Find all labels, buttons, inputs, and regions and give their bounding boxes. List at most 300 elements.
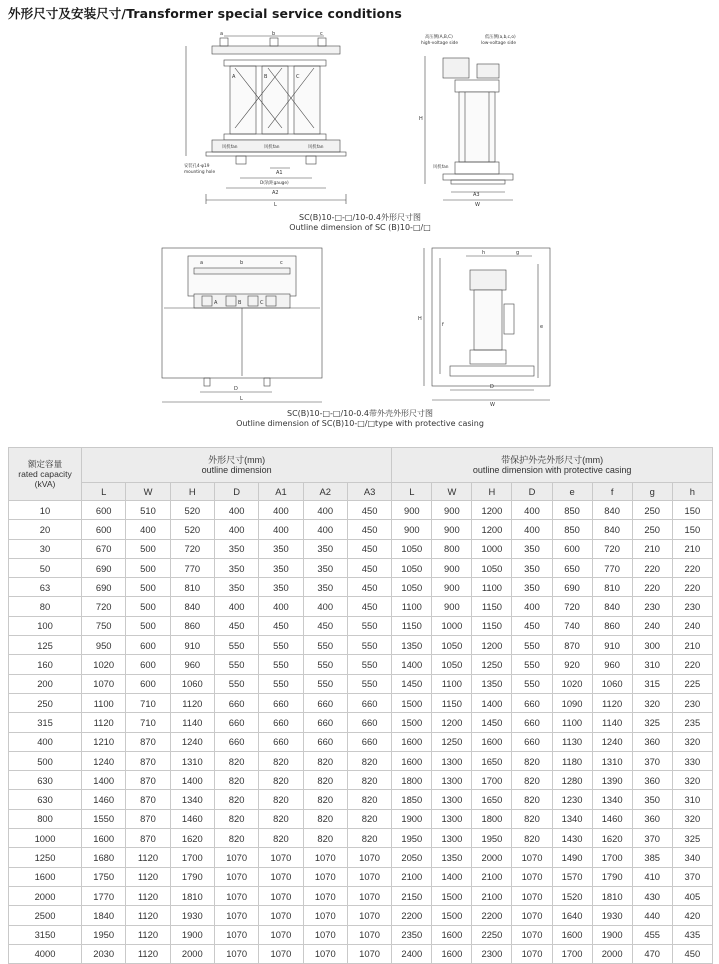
dimension-cell: 820 (303, 751, 347, 770)
dimension-cell: 550 (347, 655, 391, 674)
dimension-cell: 435 (672, 925, 712, 944)
dimension-cell: 1000 (472, 539, 512, 558)
dimension-cell: 1070 (214, 906, 258, 925)
dimension-cell: 820 (259, 829, 303, 848)
dimension-cell: 350 (512, 578, 552, 597)
dimension-cell: 430 (632, 886, 672, 905)
dimension-cell: 1650 (472, 790, 512, 809)
capacity-cell: 1600 (9, 867, 82, 886)
dimension-cell: 1020 (82, 655, 126, 674)
column-header-casing-f: f (592, 483, 632, 501)
dimension-cell: 370 (672, 867, 712, 886)
drawing3-caption-en: Outline dimension of SC(B)10-□/□type with protective casing (236, 419, 484, 428)
dimension-cell: 720 (592, 539, 632, 558)
table-row (9, 539, 713, 558)
dimension-cell: 210 (632, 539, 672, 558)
dimension-cell: 550 (347, 636, 391, 655)
dimension-cell: 360 (632, 732, 672, 751)
column-header-casing-e: e (552, 483, 592, 501)
dimension-cell: 440 (632, 906, 672, 925)
capacity-cell: 2500 (9, 906, 82, 925)
dimension-cell: 820 (303, 809, 347, 828)
dimension-cell: 1300 (432, 790, 472, 809)
dimension-cell: 710 (126, 693, 170, 712)
dimension-cell: 870 (126, 790, 170, 809)
dimension-cell: 1340 (552, 809, 592, 828)
dimension-cell: 820 (512, 751, 552, 770)
dimension-cell: 550 (259, 674, 303, 693)
dimension-cell: 1930 (170, 906, 214, 925)
fan-label-3: 风机fan (308, 145, 324, 150)
dimension-cell: 1500 (432, 886, 472, 905)
dimension-cell: 1200 (472, 501, 512, 520)
capacity-cell: 4000 (9, 944, 82, 963)
dimension-cell: 2200 (392, 906, 432, 925)
column-header-outline-A2: A2 (303, 483, 347, 501)
dimension-cell: 910 (592, 636, 632, 655)
dimension-cell: 1800 (392, 771, 432, 790)
dimension-cell: 820 (303, 771, 347, 790)
dimension-cell: 770 (592, 558, 632, 577)
fan-label-2: 风机fan (264, 145, 280, 150)
dimension-cell: 1070 (512, 944, 552, 963)
dimension-cell: 900 (392, 501, 432, 520)
dimension-cell: 1620 (170, 829, 214, 848)
dimension-cell: 820 (214, 809, 258, 828)
dimension-cell: 600 (552, 539, 592, 558)
dimension-cell: 1400 (392, 655, 432, 674)
dimension-cell: 1120 (592, 693, 632, 712)
dimension-cell: 1450 (392, 674, 432, 693)
dimension-cell: 1650 (472, 751, 512, 770)
terminal-b-label: b (272, 31, 276, 37)
dimension-cell: 550 (347, 616, 391, 635)
dimension-cell: 2200 (472, 906, 512, 925)
dimension-cell: 820 (214, 751, 258, 770)
capacity-cell: 125 (9, 636, 82, 655)
dimension-cell: 1070 (214, 848, 258, 867)
capacity-cell: 3150 (9, 925, 82, 944)
capacity-header-cn: 额定容量 (27, 459, 63, 469)
dimension-cell: 820 (512, 829, 552, 848)
dimension-cell: 470 (632, 944, 672, 963)
dimension-cell: 220 (672, 655, 712, 674)
dimension-cell: 1070 (214, 925, 258, 944)
dimension-cell: 400 (214, 501, 258, 520)
dimension-cell: 450 (347, 539, 391, 558)
dimension-cell: 370 (632, 829, 672, 848)
dimension-cell: 1070 (512, 906, 552, 925)
casing-side-view-svg (410, 244, 555, 409)
dimension-cell: 225 (672, 674, 712, 693)
drawing1-caption-en: Outline dimension of SC (B)10-□/□ (289, 223, 431, 232)
capacity-cell: 100 (9, 616, 82, 635)
dimension-cell: 230 (632, 597, 672, 616)
capacity-cell: 500 (9, 751, 82, 770)
dimension-cell: 1100 (552, 713, 592, 732)
dimension-cell: 1340 (170, 790, 214, 809)
dimension-cell: 220 (632, 578, 672, 597)
column-header-row (9, 483, 713, 501)
dimension-cell: 820 (259, 809, 303, 828)
casing-dim-L-label: L (240, 396, 243, 402)
dimension-cell: 1050 (432, 636, 472, 655)
dim-W-label: W (475, 202, 480, 208)
dimension-cell: 870 (126, 751, 170, 770)
dimension-cell: 600 (126, 636, 170, 655)
dimension-cell: 235 (672, 713, 712, 732)
dimension-cell: 770 (170, 558, 214, 577)
table-row (9, 713, 713, 732)
dimension-cell: 1150 (392, 616, 432, 635)
dimension-cell: 1120 (126, 886, 170, 905)
dimension-cell: 1070 (214, 867, 258, 886)
dimension-cell: 1070 (259, 906, 303, 925)
casing-dim-D-label: D (234, 386, 238, 392)
dimension-cell: 1120 (82, 713, 126, 732)
casing-front-view-svg (160, 244, 330, 409)
dimension-cell: 230 (672, 597, 712, 616)
dimension-cell: 1070 (512, 925, 552, 944)
dimension-cell: 250 (632, 501, 672, 520)
dimension-cell: 950 (82, 636, 126, 655)
dimension-cell: 150 (672, 520, 712, 539)
dimension-cell: 1050 (472, 558, 512, 577)
dimension-cell: 360 (632, 771, 672, 790)
dimension-cell: 860 (592, 616, 632, 635)
mounting-hole-cn-label: 安装孔4-φ19 (184, 164, 210, 169)
casing-front-view-drawing (160, 244, 330, 409)
dimension-cell: 1500 (392, 693, 432, 712)
dimension-cell: 1240 (82, 751, 126, 770)
dimension-cell: 900 (432, 578, 472, 597)
dimension-cell: 385 (632, 848, 672, 867)
casing-terminal-c-label: c (280, 260, 283, 266)
table-row (9, 693, 713, 712)
dimension-cell: 1900 (592, 925, 632, 944)
casing-dim-e-label: e (540, 324, 544, 330)
drawing3-caption-cn: SC(B)10-□-□/10-0.4带外壳外形尺寸图 (287, 409, 433, 418)
dimension-cell: 400 (126, 520, 170, 539)
dimension-cell: 350 (214, 558, 258, 577)
dimension-cell: 1070 (303, 944, 347, 963)
dimension-cell: 520 (170, 520, 214, 539)
dimension-cell: 820 (259, 790, 303, 809)
front-view-drawing (180, 28, 370, 213)
dimension-cell: 230 (672, 693, 712, 712)
dimension-cell: 1900 (392, 809, 432, 828)
dimension-cell: 1120 (170, 693, 214, 712)
dimension-cell: 550 (512, 655, 552, 674)
dimension-cell: 1390 (592, 771, 632, 790)
dimension-cell: 1460 (170, 809, 214, 828)
dimension-cell: 1070 (347, 848, 391, 867)
dimension-cell: 1300 (432, 809, 472, 828)
dimension-cell: 1200 (432, 713, 472, 732)
dimension-cell: 660 (303, 693, 347, 712)
dimension-cell: 500 (126, 539, 170, 558)
dimension-cell: 1070 (259, 925, 303, 944)
dimension-cell: 400 (303, 597, 347, 616)
dimension-cell: 350 (259, 558, 303, 577)
terminal-c-label: c (320, 31, 323, 37)
dimension-cell: 450 (512, 616, 552, 635)
dimension-cell: 740 (552, 616, 592, 635)
dimension-cell: 820 (214, 829, 258, 848)
dimension-cell: 550 (214, 636, 258, 655)
dimension-cell: 1070 (347, 925, 391, 944)
outline-dimension-group-header (82, 448, 392, 483)
dimension-cell: 1810 (592, 886, 632, 905)
dimension-cell: 1600 (82, 829, 126, 848)
table-row (9, 809, 713, 828)
dimension-cell: 660 (214, 732, 258, 751)
dimension-cell: 1250 (432, 732, 472, 751)
dimension-cell: 660 (259, 713, 303, 732)
dimension-cell: 2400 (392, 944, 432, 963)
dimension-cell: 330 (672, 751, 712, 770)
dimension-cell: 1100 (432, 674, 472, 693)
dimension-cell: 350 (303, 558, 347, 577)
dimension-cell: 1350 (472, 674, 512, 693)
dimension-cell: 1700 (472, 771, 512, 790)
dimension-cell: 600 (82, 501, 126, 520)
casing-terminal-a-label: a (200, 260, 204, 266)
dimension-cell: 320 (632, 693, 672, 712)
dimension-cell: 450 (214, 616, 258, 635)
dimension-cell: 1300 (432, 771, 472, 790)
dimension-cell: 1460 (82, 790, 126, 809)
capacity-cell: 1000 (9, 829, 82, 848)
dimension-cell: 850 (552, 520, 592, 539)
dimension-cell: 370 (632, 751, 672, 770)
capacity-cell: 63 (9, 578, 82, 597)
dimension-cell: 2150 (392, 886, 432, 905)
dimension-cell: 690 (82, 578, 126, 597)
table-row (9, 520, 713, 539)
dimension-cell: 1050 (392, 539, 432, 558)
dimension-cell: 820 (347, 771, 391, 790)
dimension-cell: 870 (126, 771, 170, 790)
dimension-cell: 660 (214, 693, 258, 712)
dim-L-label: L (274, 202, 277, 208)
dimension-cell: 400 (259, 520, 303, 539)
dimension-cell: 1150 (432, 693, 472, 712)
dim-A2-label: A2 (272, 190, 279, 196)
dimension-cell: 1600 (472, 732, 512, 751)
capacity-cell: 315 (9, 713, 82, 732)
dimension-cell: 310 (672, 790, 712, 809)
dimension-cell: 2000 (592, 944, 632, 963)
capacity-cell: 50 (9, 558, 82, 577)
dimension-cell: 350 (259, 578, 303, 597)
dimension-cell: 1790 (592, 867, 632, 886)
dimension-cell: 820 (214, 771, 258, 790)
dimension-cell: 1950 (82, 925, 126, 944)
dimension-cell: 1120 (126, 906, 170, 925)
table-body (9, 501, 713, 964)
dimension-cell: 870 (126, 809, 170, 828)
dimension-cell: 690 (82, 558, 126, 577)
dimension-cell: 240 (632, 616, 672, 635)
dimension-cell: 1600 (552, 925, 592, 944)
dimension-cell: 660 (347, 713, 391, 732)
table-row (9, 906, 713, 925)
dimension-cell: 1120 (126, 848, 170, 867)
outline-dimension-cn: 外形尺寸(mm) (208, 455, 266, 465)
column-header-casing-h: h (672, 483, 712, 501)
side-view-svg (415, 28, 545, 213)
casing-dim-g-label: g (516, 250, 520, 256)
dimension-cell: 1500 (392, 713, 432, 732)
dimension-cell: 720 (552, 597, 592, 616)
dimension-cell: 450 (347, 597, 391, 616)
dimension-cell: 1350 (392, 636, 432, 655)
dimension-cell: 550 (214, 674, 258, 693)
dimension-cell: 405 (672, 886, 712, 905)
capacity-cell: 80 (9, 597, 82, 616)
coil-B-label: B (264, 74, 268, 80)
dimension-cell: 350 (303, 578, 347, 597)
dimension-cell: 1070 (259, 886, 303, 905)
dimension-cell: 450 (347, 501, 391, 520)
dimension-cell: 850 (552, 501, 592, 520)
dimension-cell: 660 (259, 732, 303, 751)
outline-dimension-en: outline dimension (201, 465, 272, 475)
mounting-hole-en-label: mounting hole (184, 170, 216, 175)
dimension-cell: 210 (672, 636, 712, 655)
dim-A1-label: A1 (276, 170, 283, 176)
casing-dim-W-label: W (490, 402, 495, 408)
dimension-cell: 1150 (472, 597, 512, 616)
dimension-cell: 660 (512, 732, 552, 751)
dimension-cell: 450 (303, 616, 347, 635)
table-row (9, 655, 713, 674)
dimension-cell: 2000 (472, 848, 512, 867)
dimension-cell: 150 (672, 501, 712, 520)
dimension-cell: 1430 (552, 829, 592, 848)
dimension-cell: 400 (214, 520, 258, 539)
drawing1-caption (250, 213, 470, 233)
table-row (9, 732, 713, 751)
dimension-cell: 1070 (303, 906, 347, 925)
dimension-cell: 1570 (552, 867, 592, 886)
column-header-casing-D: D (512, 483, 552, 501)
dimension-cell: 450 (259, 616, 303, 635)
dimension-cell: 400 (259, 501, 303, 520)
spec-table (8, 447, 713, 964)
dimension-cell: 1240 (592, 732, 632, 751)
column-header-outline-W: W (126, 483, 170, 501)
dimension-cell: 750 (82, 616, 126, 635)
dimension-cell: 1140 (592, 713, 632, 732)
dimension-cell: 2300 (472, 944, 512, 963)
lv-side-en-label: low-voltage side (481, 41, 516, 46)
dimension-cell: 400 (303, 501, 347, 520)
table-row (9, 848, 713, 867)
dimension-cell: 350 (214, 578, 258, 597)
drawing3-caption (220, 409, 500, 429)
dimension-cell: 500 (126, 616, 170, 635)
dimension-cell: 325 (632, 713, 672, 732)
dimension-cell: 820 (259, 771, 303, 790)
dimension-cell: 1070 (303, 886, 347, 905)
hv-side-en-label: high-voltage side (421, 41, 459, 46)
table-row (9, 616, 713, 635)
casing-terminal-b-label: b (240, 260, 244, 266)
dimension-cell: 1280 (552, 771, 592, 790)
dimension-cell: 960 (170, 655, 214, 674)
dimension-cell: 710 (126, 713, 170, 732)
dimension-cell: 900 (432, 597, 472, 616)
dimension-cell: 1490 (552, 848, 592, 867)
casing-side-view-drawing (410, 244, 555, 409)
table-row (9, 558, 713, 577)
dimension-cell: 1810 (170, 886, 214, 905)
table-row (9, 501, 713, 520)
dimension-cell: 1700 (170, 848, 214, 867)
dimension-cell: 1900 (170, 925, 214, 944)
dimension-cell: 820 (214, 790, 258, 809)
table-row (9, 578, 713, 597)
table-row (9, 925, 713, 944)
dimension-cell: 1070 (259, 944, 303, 963)
dimension-cell: 1060 (592, 674, 632, 693)
dim-A3-label: A3 (473, 192, 480, 198)
capacity-cell: 160 (9, 655, 82, 674)
dimension-cell: 690 (552, 578, 592, 597)
dimension-cell: 650 (552, 558, 592, 577)
dimension-cell: 310 (632, 655, 672, 674)
dimension-cell: 2030 (82, 944, 126, 963)
dimension-cell: 1180 (552, 751, 592, 770)
dimension-cell: 720 (170, 539, 214, 558)
dimension-cell: 410 (632, 867, 672, 886)
casing-coil-C-label: C (260, 300, 264, 306)
dimension-cell: 1950 (472, 829, 512, 848)
casing-dim-h-label: h (482, 250, 486, 256)
front-view-svg (180, 28, 370, 213)
dimension-cell: 1840 (82, 906, 126, 925)
dimension-cell: 1400 (472, 693, 512, 712)
dimension-cell: 810 (170, 578, 214, 597)
dimension-cell: 500 (126, 558, 170, 577)
dimension-cell: 1750 (82, 867, 126, 886)
dimension-cell: 910 (170, 636, 214, 655)
dimension-cell: 820 (259, 751, 303, 770)
dimension-cell: 820 (303, 790, 347, 809)
capacity-header-unit: (kVA) (34, 479, 56, 489)
capacity-header (9, 448, 82, 501)
dimension-cell: 1050 (392, 578, 432, 597)
terminal-a-label: a (220, 31, 224, 37)
dimension-cell: 840 (592, 501, 632, 520)
dimension-cell: 1240 (170, 732, 214, 751)
column-header-outline-H: H (170, 483, 214, 501)
dimension-cell: 350 (512, 558, 552, 577)
dimension-cell: 220 (672, 558, 712, 577)
dimension-cell: 900 (432, 558, 472, 577)
dimension-cell: 1020 (552, 674, 592, 693)
fan-label-1: 风机fan (222, 145, 238, 150)
dimension-cell: 220 (672, 578, 712, 597)
dimension-cell: 870 (126, 732, 170, 751)
capacity-cell: 630 (9, 790, 82, 809)
dimension-cell: 315 (632, 674, 672, 693)
dimension-cell: 1050 (392, 558, 432, 577)
dimension-cell: 1070 (347, 886, 391, 905)
dimension-cell: 820 (512, 809, 552, 828)
